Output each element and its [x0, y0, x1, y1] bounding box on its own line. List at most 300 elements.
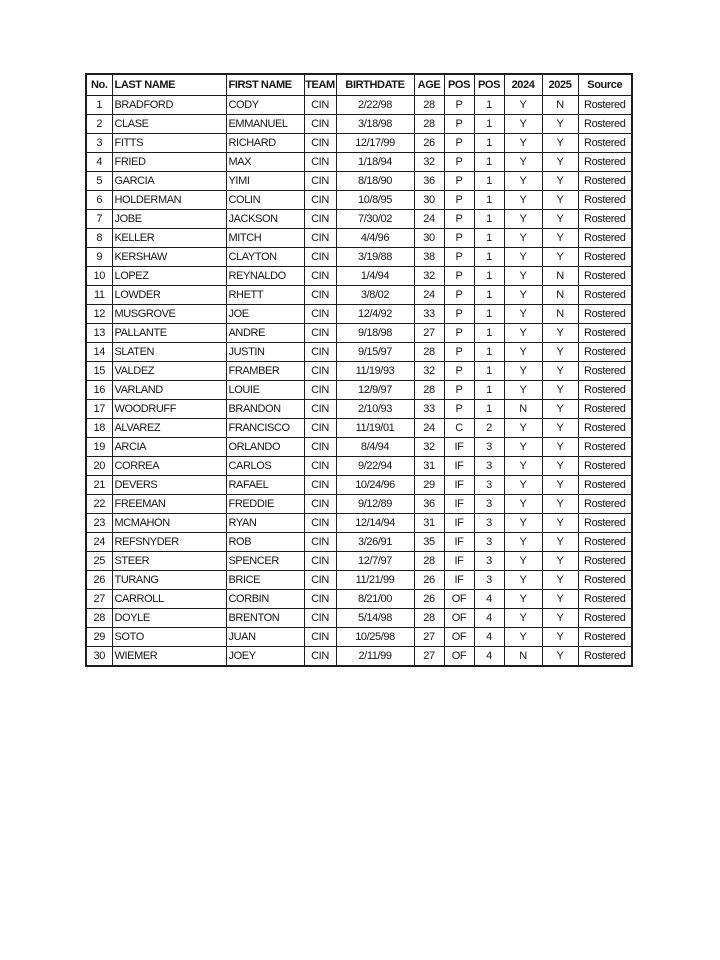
cell-first-name: ROB: [226, 533, 304, 552]
cell-first-name: CLAYTON: [226, 248, 304, 267]
cell-team: CIN: [304, 134, 336, 153]
table-row: [86, 286, 632, 305]
cell-birthdate: 12/17/99: [336, 134, 414, 153]
cell-last-name: STEER: [112, 552, 226, 571]
cell-2025: N: [542, 96, 578, 115]
cell-age: 24: [414, 286, 444, 305]
cell-birthdate: 4/4/96: [336, 229, 414, 248]
column-header-last-name: LAST NAME: [112, 74, 226, 96]
cell-last-name: BRADFORD: [112, 96, 226, 115]
cell-2025: Y: [542, 533, 578, 552]
cell-last-name: WOODRUFF: [112, 400, 226, 419]
cell-2025: Y: [542, 400, 578, 419]
cell-source: Rostered: [578, 495, 632, 514]
column-header-source: Source: [578, 74, 632, 96]
cell-team: CIN: [304, 248, 336, 267]
cell-source: Rostered: [578, 324, 632, 343]
cell-pos: P: [444, 248, 474, 267]
table-row: [86, 400, 632, 419]
cell-last-name: VALDEZ: [112, 362, 226, 381]
cell-pos: IF: [444, 533, 474, 552]
cell-age: 28: [414, 343, 444, 362]
cell-source: Rostered: [578, 96, 632, 115]
cell-age: 36: [414, 495, 444, 514]
cell-team: CIN: [304, 647, 336, 667]
cell-age: 28: [414, 609, 444, 628]
cell-first-name: FREDDIE: [226, 495, 304, 514]
cell-pos: IF: [444, 495, 474, 514]
cell-last-name: KERSHAW: [112, 248, 226, 267]
cell-pos-2: 1: [474, 381, 504, 400]
cell-pos: P: [444, 115, 474, 134]
cell-first-name: CARLOS: [226, 457, 304, 476]
cell-last-name: HOLDERMAN: [112, 191, 226, 210]
cell-2025: Y: [542, 343, 578, 362]
cell-birthdate: 3/8/02: [336, 286, 414, 305]
cell-no: 21: [86, 476, 112, 495]
cell-2024: Y: [504, 476, 542, 495]
cell-no: 22: [86, 495, 112, 514]
cell-source: Rostered: [578, 286, 632, 305]
cell-first-name: RHETT: [226, 286, 304, 305]
cell-age: 31: [414, 457, 444, 476]
cell-no: 1: [86, 96, 112, 115]
cell-first-name: ANDRE: [226, 324, 304, 343]
roster-table: [85, 73, 633, 667]
cell-2025: N: [542, 267, 578, 286]
cell-no: 7: [86, 210, 112, 229]
cell-source: Rostered: [578, 533, 632, 552]
cell-first-name: JOEY: [226, 647, 304, 667]
cell-2025: Y: [542, 590, 578, 609]
cell-birthdate: 11/19/93: [336, 362, 414, 381]
cell-team: CIN: [304, 115, 336, 134]
cell-last-name: FITTS: [112, 134, 226, 153]
cell-last-name: GARCIA: [112, 172, 226, 191]
cell-pos: IF: [444, 552, 474, 571]
cell-2024: Y: [504, 590, 542, 609]
cell-no: 26: [86, 571, 112, 590]
cell-first-name: LOUIE: [226, 381, 304, 400]
table-row: [86, 96, 632, 115]
cell-pos-2: 1: [474, 153, 504, 172]
cell-2025: Y: [542, 362, 578, 381]
cell-birthdate: 9/22/94: [336, 457, 414, 476]
cell-pos: OF: [444, 647, 474, 667]
table-row: [86, 590, 632, 609]
cell-source: Rostered: [578, 552, 632, 571]
cell-no: 8: [86, 229, 112, 248]
cell-2025: Y: [542, 571, 578, 590]
cell-source: Rostered: [578, 153, 632, 172]
cell-2024: Y: [504, 248, 542, 267]
cell-birthdate: 12/7/97: [336, 552, 414, 571]
cell-pos: P: [444, 286, 474, 305]
cell-pos-2: 1: [474, 229, 504, 248]
cell-age: 28: [414, 381, 444, 400]
cell-birthdate: 10/8/95: [336, 191, 414, 210]
cell-pos: P: [444, 153, 474, 172]
cell-2025: N: [542, 286, 578, 305]
cell-source: Rostered: [578, 590, 632, 609]
cell-age: 26: [414, 590, 444, 609]
table-row: [86, 438, 632, 457]
cell-team: CIN: [304, 305, 336, 324]
cell-2024: Y: [504, 533, 542, 552]
cell-2025: Y: [542, 153, 578, 172]
cell-team: CIN: [304, 419, 336, 438]
cell-source: Rostered: [578, 647, 632, 667]
cell-last-name: CLASE: [112, 115, 226, 134]
cell-pos-2: 3: [474, 533, 504, 552]
cell-birthdate: 3/19/88: [336, 248, 414, 267]
cell-2024: Y: [504, 571, 542, 590]
cell-age: 27: [414, 647, 444, 667]
cell-2024: Y: [504, 229, 542, 248]
cell-pos-2: 1: [474, 96, 504, 115]
cell-birthdate: 3/18/98: [336, 115, 414, 134]
cell-birthdate: 11/21/99: [336, 571, 414, 590]
cell-source: Rostered: [578, 628, 632, 647]
cell-pos: IF: [444, 438, 474, 457]
cell-pos-2: 3: [474, 552, 504, 571]
cell-team: CIN: [304, 552, 336, 571]
cell-source: Rostered: [578, 400, 632, 419]
cell-pos-2: 3: [474, 514, 504, 533]
cell-pos-2: 3: [474, 476, 504, 495]
cell-first-name: MITCH: [226, 229, 304, 248]
cell-pos-2: 4: [474, 628, 504, 647]
cell-first-name: ORLANDO: [226, 438, 304, 457]
cell-source: Rostered: [578, 210, 632, 229]
cell-first-name: BRANDON: [226, 400, 304, 419]
cell-2024: N: [504, 400, 542, 419]
cell-birthdate: 2/22/98: [336, 96, 414, 115]
cell-birthdate: 9/18/98: [336, 324, 414, 343]
cell-source: Rostered: [578, 457, 632, 476]
cell-age: 32: [414, 153, 444, 172]
cell-2024: Y: [504, 324, 542, 343]
cell-pos-2: 1: [474, 400, 504, 419]
cell-2025: Y: [542, 438, 578, 457]
cell-no: 28: [86, 609, 112, 628]
cell-pos: P: [444, 400, 474, 419]
cell-birthdate: 2/11/99: [336, 647, 414, 667]
cell-last-name: MUSGROVE: [112, 305, 226, 324]
cell-source: Rostered: [578, 115, 632, 134]
cell-source: Rostered: [578, 419, 632, 438]
cell-team: CIN: [304, 210, 336, 229]
table-row: [86, 362, 632, 381]
cell-age: 28: [414, 96, 444, 115]
cell-pos: P: [444, 362, 474, 381]
cell-pos-2: 3: [474, 495, 504, 514]
cell-last-name: SOTO: [112, 628, 226, 647]
cell-pos: P: [444, 134, 474, 153]
cell-2024: Y: [504, 438, 542, 457]
cell-pos-2: 1: [474, 343, 504, 362]
cell-pos-2: 1: [474, 305, 504, 324]
cell-no: 19: [86, 438, 112, 457]
table-body: [86, 96, 632, 667]
cell-last-name: ALVAREZ: [112, 419, 226, 438]
cell-no: 17: [86, 400, 112, 419]
cell-2025: Y: [542, 609, 578, 628]
table-row: [86, 628, 632, 647]
cell-pos-2: 1: [474, 248, 504, 267]
table-row: [86, 153, 632, 172]
cell-source: Rostered: [578, 609, 632, 628]
cell-last-name: MCMAHON: [112, 514, 226, 533]
cell-pos-2: 1: [474, 115, 504, 134]
cell-pos-2: 1: [474, 172, 504, 191]
cell-team: CIN: [304, 172, 336, 191]
table-row: [86, 172, 632, 191]
cell-source: Rostered: [578, 267, 632, 286]
cell-age: 29: [414, 476, 444, 495]
cell-age: 38: [414, 248, 444, 267]
cell-2025: Y: [542, 210, 578, 229]
cell-last-name: ARCIA: [112, 438, 226, 457]
table-row: [86, 647, 632, 667]
cell-pos: P: [444, 381, 474, 400]
cell-birthdate: 9/15/97: [336, 343, 414, 362]
cell-source: Rostered: [578, 438, 632, 457]
table-row: [86, 267, 632, 286]
cell-first-name: SPENCER: [226, 552, 304, 571]
cell-last-name: LOWDER: [112, 286, 226, 305]
cell-no: 4: [86, 153, 112, 172]
cell-team: CIN: [304, 229, 336, 248]
cell-pos-2: 1: [474, 191, 504, 210]
cell-no: 11: [86, 286, 112, 305]
table-row: [86, 381, 632, 400]
table-row: [86, 476, 632, 495]
cell-2025: Y: [542, 495, 578, 514]
cell-last-name: DOYLE: [112, 609, 226, 628]
cell-2024: Y: [504, 514, 542, 533]
cell-age: 30: [414, 191, 444, 210]
cell-birthdate: 8/4/94: [336, 438, 414, 457]
cell-last-name: FRIED: [112, 153, 226, 172]
table-row: [86, 343, 632, 362]
cell-2024: Y: [504, 115, 542, 134]
cell-no: 18: [86, 419, 112, 438]
table-row: [86, 571, 632, 590]
cell-first-name: RICHARD: [226, 134, 304, 153]
cell-first-name: REYNALDO: [226, 267, 304, 286]
cell-2025: Y: [542, 248, 578, 267]
table-row: [86, 115, 632, 134]
cell-team: CIN: [304, 438, 336, 457]
table-row: [86, 134, 632, 153]
cell-last-name: LOPEZ: [112, 267, 226, 286]
cell-age: 26: [414, 571, 444, 590]
cell-first-name: FRAMBER: [226, 362, 304, 381]
cell-pos: OF: [444, 609, 474, 628]
table-row: [86, 495, 632, 514]
cell-pos-2: 1: [474, 267, 504, 286]
cell-team: CIN: [304, 267, 336, 286]
cell-first-name: RAFAEL: [226, 476, 304, 495]
cell-last-name: REFSNYDER: [112, 533, 226, 552]
cell-2024: Y: [504, 552, 542, 571]
cell-2025: Y: [542, 324, 578, 343]
table-row: [86, 305, 632, 324]
column-header-first-name: FIRST NAME: [226, 74, 304, 96]
cell-pos: P: [444, 267, 474, 286]
cell-age: 31: [414, 514, 444, 533]
cell-pos: P: [444, 191, 474, 210]
cell-source: Rostered: [578, 514, 632, 533]
cell-team: CIN: [304, 590, 336, 609]
cell-birthdate: 1/4/94: [336, 267, 414, 286]
cell-no: 16: [86, 381, 112, 400]
cell-pos-2: 4: [474, 590, 504, 609]
cell-pos-2: 1: [474, 210, 504, 229]
column-header-2024: 2024: [504, 74, 542, 96]
cell-source: Rostered: [578, 248, 632, 267]
cell-no: 14: [86, 343, 112, 362]
cell-team: CIN: [304, 286, 336, 305]
cell-age: 30: [414, 229, 444, 248]
cell-last-name: DEVERS: [112, 476, 226, 495]
cell-pos-2: 3: [474, 438, 504, 457]
cell-age: 24: [414, 419, 444, 438]
cell-2024: Y: [504, 343, 542, 362]
cell-pos: IF: [444, 514, 474, 533]
cell-pos-2: 2: [474, 419, 504, 438]
cell-2025: Y: [542, 381, 578, 400]
cell-first-name: CODY: [226, 96, 304, 115]
table-row: [86, 229, 632, 248]
cell-first-name: EMMANUEL: [226, 115, 304, 134]
cell-age: 28: [414, 552, 444, 571]
cell-last-name: CARROLL: [112, 590, 226, 609]
cell-last-name: SLATEN: [112, 343, 226, 362]
cell-no: 9: [86, 248, 112, 267]
cell-first-name: CORBIN: [226, 590, 304, 609]
table-row: [86, 514, 632, 533]
cell-first-name: FRANCISCO: [226, 419, 304, 438]
cell-last-name: KELLER: [112, 229, 226, 248]
cell-first-name: MAX: [226, 153, 304, 172]
cell-first-name: JUSTIN: [226, 343, 304, 362]
cell-2025: Y: [542, 514, 578, 533]
cell-no: 25: [86, 552, 112, 571]
cell-2024: Y: [504, 210, 542, 229]
cell-pos: IF: [444, 457, 474, 476]
cell-birthdate: 5/14/98: [336, 609, 414, 628]
cell-pos: IF: [444, 571, 474, 590]
column-header-pos: POS: [444, 74, 474, 96]
cell-last-name: PALLANTE: [112, 324, 226, 343]
cell-pos: P: [444, 96, 474, 115]
cell-pos: OF: [444, 590, 474, 609]
table-row: [86, 324, 632, 343]
cell-birthdate: 1/18/94: [336, 153, 414, 172]
cell-team: CIN: [304, 571, 336, 590]
cell-team: CIN: [304, 609, 336, 628]
cell-age: 33: [414, 400, 444, 419]
cell-no: 20: [86, 457, 112, 476]
cell-age: 26: [414, 134, 444, 153]
cell-source: Rostered: [578, 571, 632, 590]
cell-age: 36: [414, 172, 444, 191]
cell-2025: Y: [542, 647, 578, 667]
cell-no: 23: [86, 514, 112, 533]
cell-birthdate: 3/26/91: [336, 533, 414, 552]
cell-source: Rostered: [578, 476, 632, 495]
cell-team: CIN: [304, 153, 336, 172]
cell-2024: Y: [504, 628, 542, 647]
cell-no: 13: [86, 324, 112, 343]
cell-team: CIN: [304, 628, 336, 647]
cell-birthdate: 10/24/96: [336, 476, 414, 495]
cell-2024: Y: [504, 457, 542, 476]
cell-birthdate: 11/19/01: [336, 419, 414, 438]
cell-2024: N: [504, 647, 542, 667]
column-header-2025: 2025: [542, 74, 578, 96]
cell-first-name: BRICE: [226, 571, 304, 590]
table-row: [86, 533, 632, 552]
cell-no: 10: [86, 267, 112, 286]
cell-first-name: JOE: [226, 305, 304, 324]
cell-birthdate: 8/18/90: [336, 172, 414, 191]
cell-team: CIN: [304, 96, 336, 115]
cell-pos: P: [444, 324, 474, 343]
cell-age: 33: [414, 305, 444, 324]
cell-birthdate: 12/4/92: [336, 305, 414, 324]
cell-pos: P: [444, 172, 474, 191]
cell-team: CIN: [304, 457, 336, 476]
cell-team: CIN: [304, 381, 336, 400]
table-row: [86, 552, 632, 571]
cell-2024: Y: [504, 419, 542, 438]
cell-source: Rostered: [578, 305, 632, 324]
cell-last-name: CORREA: [112, 457, 226, 476]
cell-team: CIN: [304, 343, 336, 362]
cell-birthdate: 9/12/89: [336, 495, 414, 514]
table-row: [86, 609, 632, 628]
cell-team: CIN: [304, 191, 336, 210]
cell-pos: P: [444, 305, 474, 324]
cell-last-name: WIEMER: [112, 647, 226, 667]
cell-age: 27: [414, 628, 444, 647]
cell-2025: Y: [542, 191, 578, 210]
cell-2024: Y: [504, 305, 542, 324]
cell-first-name: RYAN: [226, 514, 304, 533]
cell-team: CIN: [304, 476, 336, 495]
cell-source: Rostered: [578, 362, 632, 381]
cell-age: 32: [414, 362, 444, 381]
cell-age: 27: [414, 324, 444, 343]
cell-2024: Y: [504, 134, 542, 153]
cell-first-name: JUAN: [226, 628, 304, 647]
cell-no: 5: [86, 172, 112, 191]
cell-last-name: JOBE: [112, 210, 226, 229]
cell-2024: Y: [504, 495, 542, 514]
cell-pos: OF: [444, 628, 474, 647]
table-header: [86, 74, 632, 96]
cell-first-name: COLIN: [226, 191, 304, 210]
cell-pos-2: 1: [474, 134, 504, 153]
cell-pos-2: 3: [474, 457, 504, 476]
cell-2024: Y: [504, 609, 542, 628]
cell-age: 32: [414, 438, 444, 457]
cell-2025: Y: [542, 476, 578, 495]
cell-birthdate: 2/10/93: [336, 400, 414, 419]
